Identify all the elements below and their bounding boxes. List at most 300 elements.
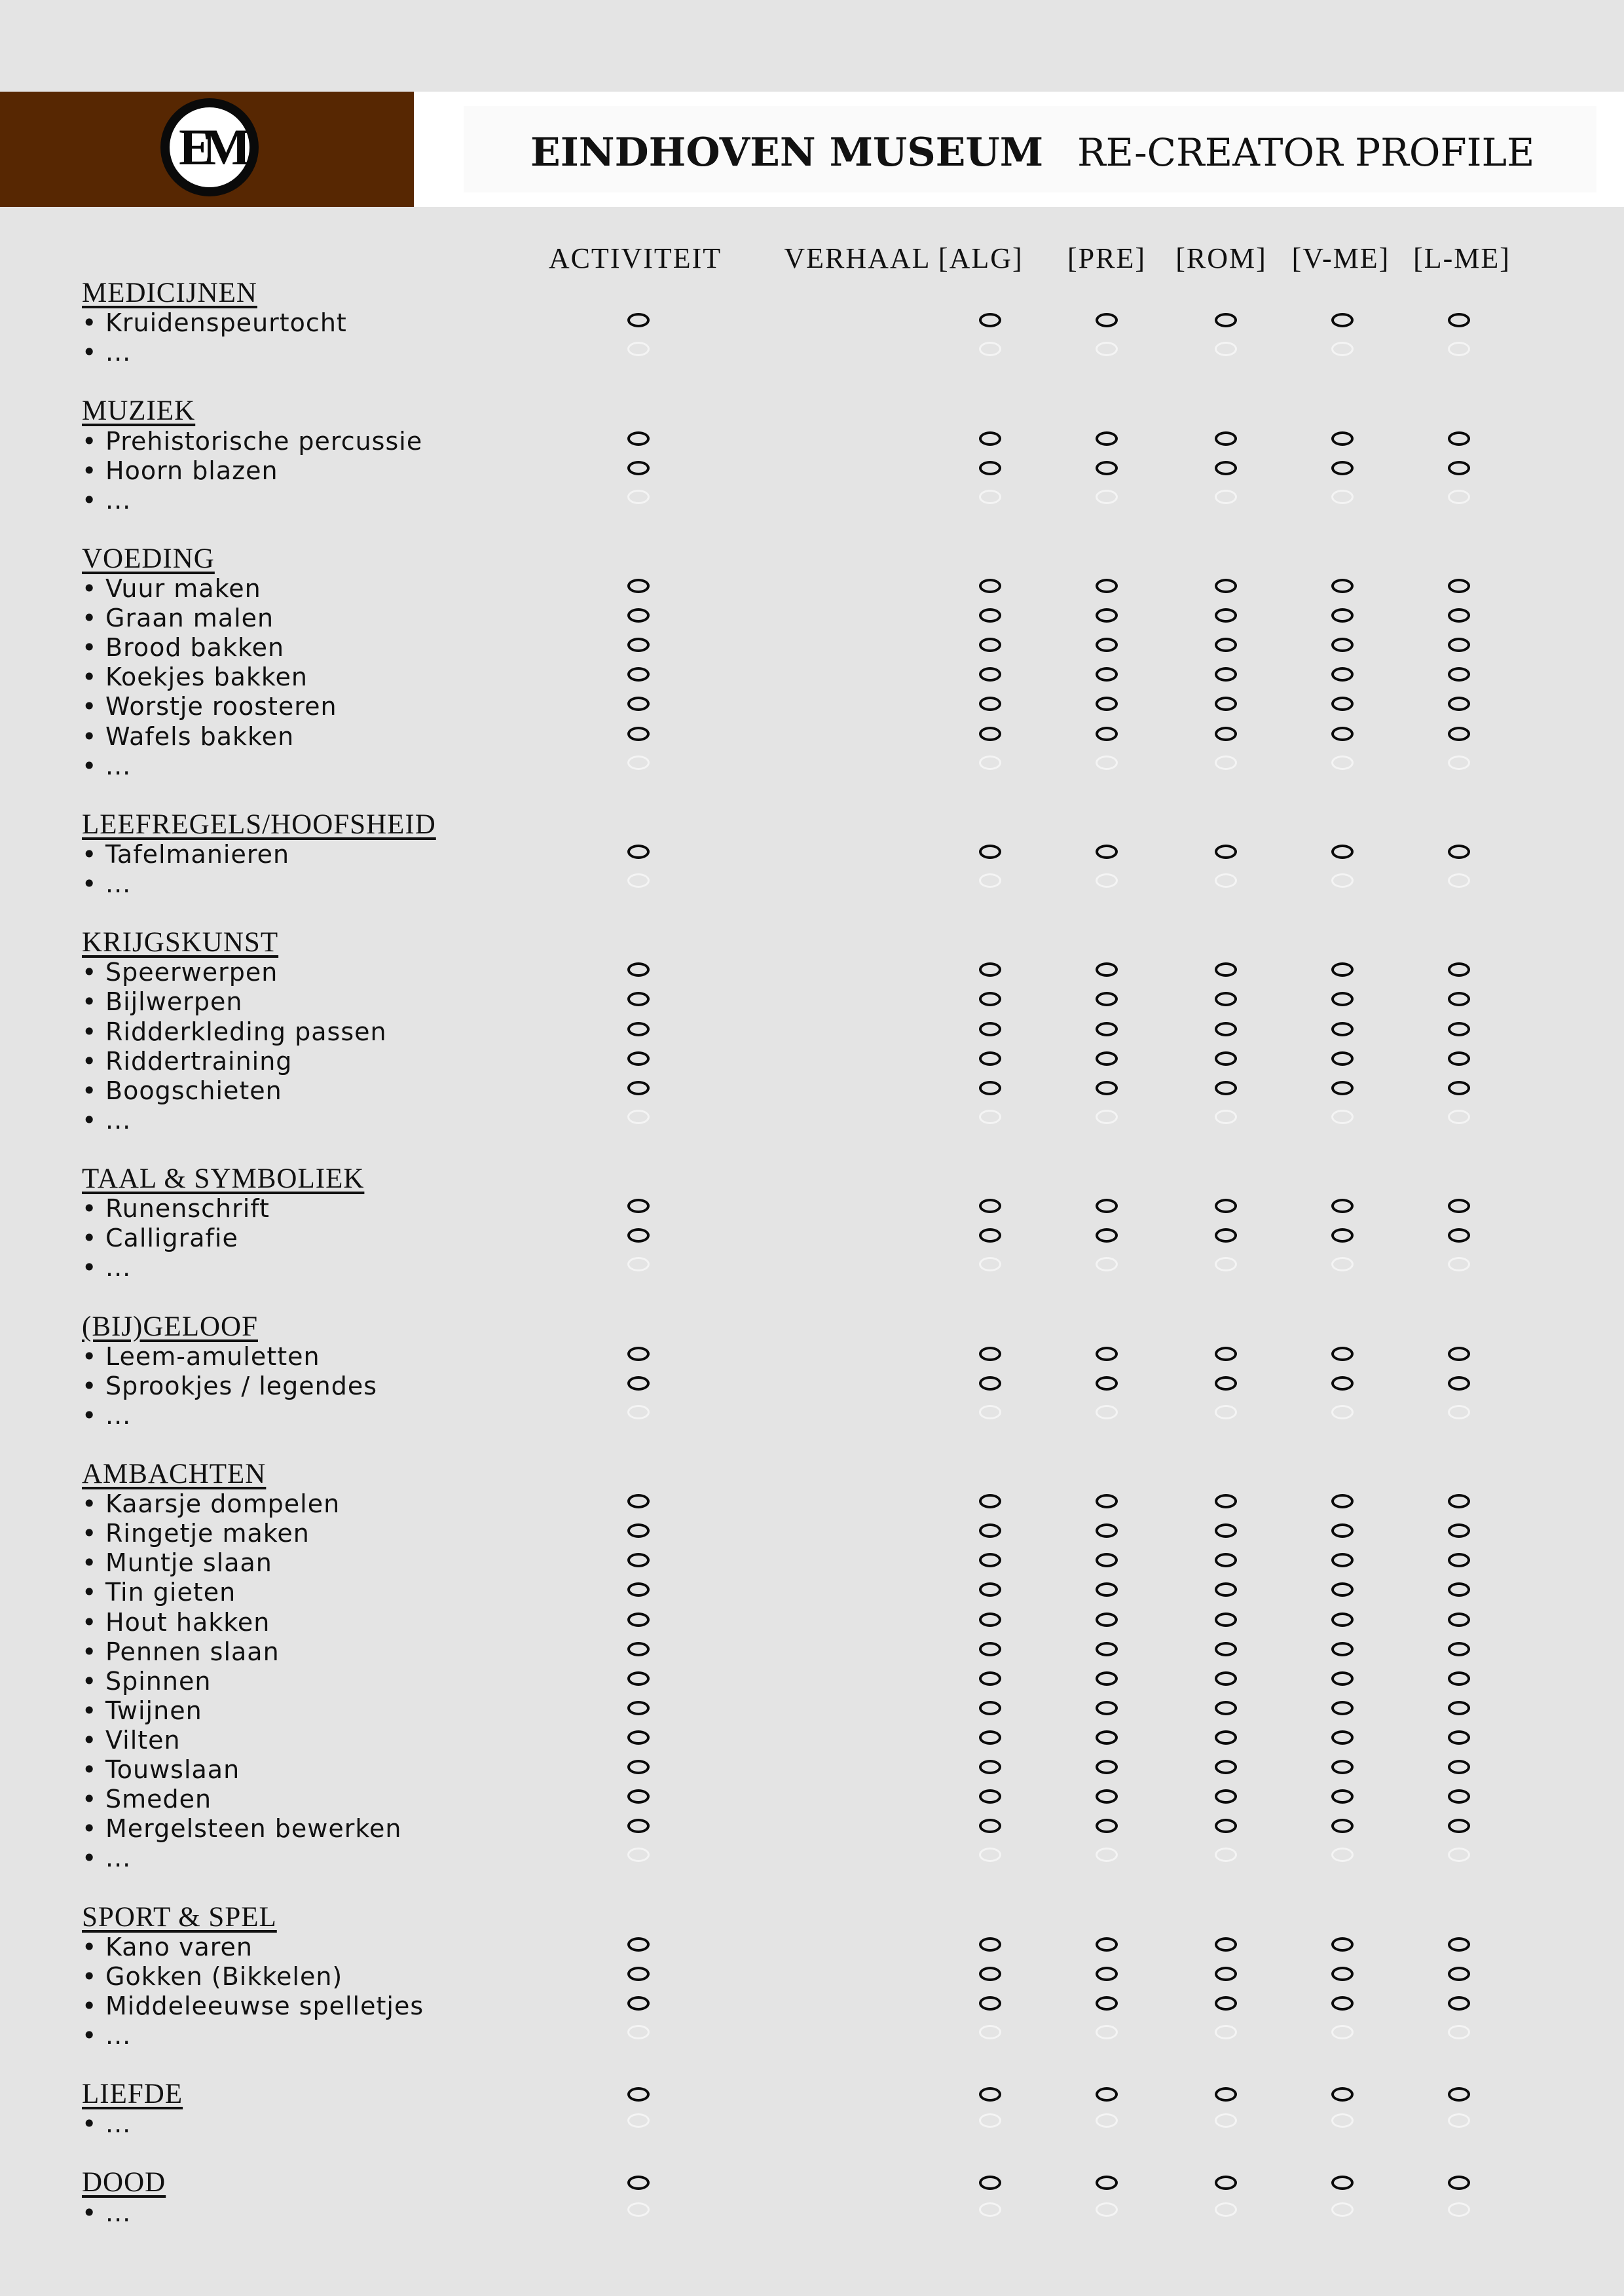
radio-option-verhaal[interactable] xyxy=(979,1848,1001,1862)
radio-option-rom[interactable] xyxy=(1215,1730,1237,1745)
radio-option-l-me[interactable] xyxy=(1448,461,1470,475)
radio-option-rom[interactable] xyxy=(1215,1051,1237,1066)
radio-option-rom[interactable] xyxy=(1215,1642,1237,1656)
radio-option-pre[interactable] xyxy=(1096,490,1118,504)
radio-option-l-me[interactable] xyxy=(1448,1701,1470,1715)
radio-option-pre[interactable] xyxy=(1096,845,1118,859)
radio-option-rom[interactable] xyxy=(1215,608,1237,623)
radio-option-rom[interactable] xyxy=(1215,1760,1237,1774)
radio-option-l-me[interactable] xyxy=(1448,1376,1470,1391)
radio-option-verhaal[interactable] xyxy=(979,638,1001,652)
radio-option-v-me[interactable] xyxy=(1331,1789,1354,1804)
radio-option-activiteit[interactable] xyxy=(627,667,650,682)
radio-option-rom[interactable] xyxy=(1215,727,1237,741)
radio-option-pre[interactable] xyxy=(1096,1848,1118,1862)
radio-option-verhaal[interactable] xyxy=(979,1199,1001,1213)
radio-option-pre[interactable] xyxy=(1096,667,1118,682)
radio-option-rom[interactable] xyxy=(1215,2087,1237,2102)
list-item-label: Speerwerpen xyxy=(105,958,278,987)
radio-option-rom[interactable] xyxy=(1215,1848,1237,1862)
list-item-label: Twijnen xyxy=(105,1696,202,1725)
radio-option-l-me[interactable] xyxy=(1448,2025,1470,2039)
radio-option-pre[interactable] xyxy=(1096,1022,1118,1036)
radio-option-rom[interactable] xyxy=(1215,1347,1237,1361)
list-item xyxy=(82,574,261,603)
radio-option-l-me[interactable] xyxy=(1448,608,1470,623)
radio-option-pre[interactable] xyxy=(1096,697,1118,711)
radio-option-pre[interactable] xyxy=(1096,2113,1118,2128)
radio-option-verhaal[interactable] xyxy=(979,1613,1001,1627)
radio-option-activiteit[interactable] xyxy=(627,1494,650,1508)
radio-option-pre[interactable] xyxy=(1096,313,1118,327)
list-item-placeholder xyxy=(82,1106,131,1135)
radio-option-rom[interactable] xyxy=(1215,992,1237,1006)
radio-option-l-me[interactable] xyxy=(1448,1110,1470,1124)
radio-option-v-me[interactable] xyxy=(1331,1228,1354,1243)
radio-option-pre[interactable] xyxy=(1096,962,1118,977)
radio-option-v-me[interactable] xyxy=(1331,490,1354,504)
radio-option-rom[interactable] xyxy=(1215,1701,1237,1715)
radio-option-pre[interactable] xyxy=(1096,431,1118,446)
radio-option-verhaal[interactable] xyxy=(979,1671,1001,1686)
radio-option-l-me[interactable] xyxy=(1448,1228,1470,1243)
radio-option-activiteit[interactable] xyxy=(627,2202,650,2217)
radio-option-rom[interactable] xyxy=(1215,2202,1237,2217)
radio-option-activiteit[interactable] xyxy=(627,1701,650,1715)
radio-option-rom[interactable] xyxy=(1215,313,1237,327)
radio-option-rom[interactable] xyxy=(1215,962,1237,977)
radio-option-activiteit[interactable] xyxy=(627,1051,650,1066)
radio-option-l-me[interactable] xyxy=(1448,1582,1470,1597)
radio-option-v-me[interactable] xyxy=(1331,1199,1354,1213)
radio-option-l-me[interactable] xyxy=(1448,1996,1470,2011)
radio-option-pre[interactable] xyxy=(1096,342,1118,356)
radio-option-rom[interactable] xyxy=(1215,1553,1237,1567)
radio-option-verhaal[interactable] xyxy=(979,727,1001,741)
radio-option-v-me[interactable] xyxy=(1331,1967,1354,1981)
radio-option-rom[interactable] xyxy=(1215,873,1237,888)
radio-option-v-me[interactable] xyxy=(1331,638,1354,652)
radio-option-rom[interactable] xyxy=(1215,1257,1237,1271)
radio-option-l-me[interactable] xyxy=(1448,1553,1470,1567)
radio-option-rom[interactable] xyxy=(1215,2025,1237,2039)
radio-option-l-me[interactable] xyxy=(1448,1022,1470,1036)
bullet-icon: • xyxy=(82,604,98,633)
radio-option-rom[interactable] xyxy=(1215,1613,1237,1627)
radio-option-verhaal[interactable] xyxy=(979,873,1001,888)
radio-option-l-me[interactable] xyxy=(1448,1199,1470,1213)
radio-option-rom[interactable] xyxy=(1215,1789,1237,1804)
radio-option-rom[interactable] xyxy=(1215,342,1237,356)
radio-option-pre[interactable] xyxy=(1096,608,1118,623)
radio-option-activiteit[interactable] xyxy=(627,756,650,770)
radio-option-l-me[interactable] xyxy=(1448,490,1470,504)
radio-option-activiteit[interactable] xyxy=(627,873,650,888)
radio-option-activiteit[interactable] xyxy=(627,2113,650,2128)
radio-option-v-me[interactable] xyxy=(1331,342,1354,356)
radio-option-l-me[interactable] xyxy=(1448,1730,1470,1745)
radio-option-verhaal[interactable] xyxy=(979,1967,1001,1981)
radio-option-verhaal[interactable] xyxy=(979,962,1001,977)
radio-option-pre[interactable] xyxy=(1096,1405,1118,1419)
radio-option-verhaal[interactable] xyxy=(979,1701,1001,1715)
radio-option-activiteit[interactable] xyxy=(627,992,650,1006)
column-header-l-me: [L-ME] xyxy=(1413,242,1511,274)
radio-option-rom[interactable] xyxy=(1215,1110,1237,1124)
radio-option-verhaal[interactable] xyxy=(979,2176,1001,2190)
radio-option-rom[interactable] xyxy=(1215,1937,1237,1952)
radio-option-v-me[interactable] xyxy=(1331,1701,1354,1715)
radio-option-v-me[interactable] xyxy=(1331,992,1354,1006)
radio-option-rom[interactable] xyxy=(1215,490,1237,504)
radio-option-pre[interactable] xyxy=(1096,1494,1118,1508)
radio-option-pre[interactable] xyxy=(1096,1996,1118,2011)
radio-option-v-me[interactable] xyxy=(1331,2176,1354,2190)
radio-option-activiteit[interactable] xyxy=(627,697,650,711)
radio-option-activiteit[interactable] xyxy=(627,1199,650,1213)
radio-option-v-me[interactable] xyxy=(1331,1081,1354,1095)
radio-option-activiteit[interactable] xyxy=(627,1642,650,1656)
radio-option-v-me[interactable] xyxy=(1331,461,1354,475)
radio-option-activiteit[interactable] xyxy=(627,1081,650,1095)
radio-option-activiteit[interactable] xyxy=(627,2176,650,2190)
radio-option-v-me[interactable] xyxy=(1331,1642,1354,1656)
radio-option-v-me[interactable] xyxy=(1331,2025,1354,2039)
radio-option-verhaal[interactable] xyxy=(979,461,1001,475)
radio-option-activiteit[interactable] xyxy=(627,579,650,593)
radio-option-v-me[interactable] xyxy=(1331,1405,1354,1419)
radio-option-pre[interactable] xyxy=(1096,1613,1118,1627)
list-item-label: Wafels bakken xyxy=(105,721,295,751)
radio-option-v-me[interactable] xyxy=(1331,1110,1354,1124)
radio-option-verhaal[interactable] xyxy=(979,1553,1001,1567)
radio-option-v-me[interactable] xyxy=(1331,962,1354,977)
profile-title: RE-CREATOR PROFILE xyxy=(1077,130,1535,175)
radio-option-verhaal[interactable] xyxy=(979,1257,1001,1271)
radio-option-activiteit[interactable] xyxy=(627,490,650,504)
radio-option-pre[interactable] xyxy=(1096,461,1118,475)
radio-option-l-me[interactable] xyxy=(1448,992,1470,1006)
radio-option-activiteit[interactable] xyxy=(627,431,650,446)
section-title: (BIJ)GELOOF xyxy=(82,1311,258,1342)
radio-option-verhaal[interactable] xyxy=(979,431,1001,446)
radio-option-pre[interactable] xyxy=(1096,1937,1118,1952)
radio-option-l-me[interactable] xyxy=(1448,1819,1470,1833)
radio-option-verhaal[interactable] xyxy=(979,1494,1001,1508)
radio-option-pre[interactable] xyxy=(1096,2202,1118,2217)
radio-option-rom[interactable] xyxy=(1215,1967,1237,1981)
radio-option-verhaal[interactable] xyxy=(979,2202,1001,2217)
radio-option-v-me[interactable] xyxy=(1331,1257,1354,1271)
radio-option-v-me[interactable] xyxy=(1331,2202,1354,2217)
radio-option-v-me[interactable] xyxy=(1331,2113,1354,2128)
radio-option-v-me[interactable] xyxy=(1331,873,1354,888)
radio-option-l-me[interactable] xyxy=(1448,1081,1470,1095)
radio-option-verhaal[interactable] xyxy=(979,1228,1001,1243)
radio-option-activiteit[interactable] xyxy=(627,1789,650,1804)
radio-option-l-me[interactable] xyxy=(1448,2176,1470,2190)
radio-option-activiteit[interactable] xyxy=(627,1937,650,1952)
radio-option-l-me[interactable] xyxy=(1448,1613,1470,1627)
radio-option-verhaal[interactable] xyxy=(979,1789,1001,1804)
radio-option-l-me[interactable] xyxy=(1448,1257,1470,1271)
radio-option-pre[interactable] xyxy=(1096,1081,1118,1095)
radio-option-pre[interactable] xyxy=(1096,1228,1118,1243)
radio-option-activiteit[interactable] xyxy=(627,1022,650,1036)
radio-option-rom[interactable] xyxy=(1215,1199,1237,1213)
radio-option-pre[interactable] xyxy=(1096,1730,1118,1745)
radio-option-verhaal[interactable] xyxy=(979,1937,1001,1952)
radio-option-activiteit[interactable] xyxy=(627,608,650,623)
radio-option-l-me[interactable] xyxy=(1448,697,1470,711)
radio-option-l-me[interactable] xyxy=(1448,342,1470,356)
radio-option-pre[interactable] xyxy=(1096,1701,1118,1715)
radio-option-rom[interactable] xyxy=(1215,1022,1237,1036)
radio-option-activiteit[interactable] xyxy=(627,962,650,977)
radio-option-v-me[interactable] xyxy=(1331,845,1354,859)
radio-option-verhaal[interactable] xyxy=(979,579,1001,593)
radio-option-rom[interactable] xyxy=(1215,667,1237,682)
radio-option-verhaal[interactable] xyxy=(979,1996,1001,2011)
radio-option-rom[interactable] xyxy=(1215,2113,1237,2128)
radio-option-v-me[interactable] xyxy=(1331,579,1354,593)
radio-option-l-me[interactable] xyxy=(1448,1405,1470,1419)
radio-option-activiteit[interactable] xyxy=(627,1228,650,1243)
radio-option-pre[interactable] xyxy=(1096,1642,1118,1656)
radio-option-rom[interactable] xyxy=(1215,1494,1237,1508)
radio-option-verhaal[interactable] xyxy=(979,608,1001,623)
radio-option-verhaal[interactable] xyxy=(979,313,1001,327)
radio-option-verhaal[interactable] xyxy=(979,1022,1001,1036)
radio-option-rom[interactable] xyxy=(1215,1582,1237,1597)
radio-option-v-me[interactable] xyxy=(1331,1376,1354,1391)
radio-option-activiteit[interactable] xyxy=(627,1996,650,2011)
radio-option-verhaal[interactable] xyxy=(979,490,1001,504)
radio-option-verhaal[interactable] xyxy=(979,1347,1001,1361)
radio-option-activiteit[interactable] xyxy=(627,845,650,859)
radio-option-rom[interactable] xyxy=(1215,845,1237,859)
radio-option-pre[interactable] xyxy=(1096,1553,1118,1567)
radio-option-verhaal[interactable] xyxy=(979,1642,1001,1656)
radio-option-l-me[interactable] xyxy=(1448,667,1470,682)
list-item xyxy=(82,1194,270,1223)
radio-option-rom[interactable] xyxy=(1215,1228,1237,1243)
radio-option-v-me[interactable] xyxy=(1331,1996,1354,2011)
radio-option-verhaal[interactable] xyxy=(979,756,1001,770)
radio-option-rom[interactable] xyxy=(1215,1671,1237,1686)
radio-option-pre[interactable] xyxy=(1096,1671,1118,1686)
radio-option-activiteit[interactable] xyxy=(627,1967,650,1981)
radio-option-v-me[interactable] xyxy=(1331,1051,1354,1066)
radio-option-verhaal[interactable] xyxy=(979,1376,1001,1391)
radio-option-l-me[interactable] xyxy=(1448,756,1470,770)
radio-option-pre[interactable] xyxy=(1096,1347,1118,1361)
radio-option-pre[interactable] xyxy=(1096,1789,1118,1804)
radio-option-l-me[interactable] xyxy=(1448,1760,1470,1774)
radio-option-v-me[interactable] xyxy=(1331,1553,1354,1567)
radio-option-v-me[interactable] xyxy=(1331,313,1354,327)
radio-option-pre[interactable] xyxy=(1096,873,1118,888)
radio-option-v-me[interactable] xyxy=(1331,431,1354,446)
radio-option-verhaal[interactable] xyxy=(979,342,1001,356)
radio-option-l-me[interactable] xyxy=(1448,873,1470,888)
list-item-label: ... xyxy=(105,1105,132,1135)
radio-option-l-me[interactable] xyxy=(1448,1967,1470,1981)
radio-option-verhaal[interactable] xyxy=(979,1760,1001,1774)
radio-option-l-me[interactable] xyxy=(1448,1789,1470,1804)
radio-option-v-me[interactable] xyxy=(1331,1819,1354,1833)
radio-option-activiteit[interactable] xyxy=(627,1376,650,1391)
radio-option-verhaal[interactable] xyxy=(979,1405,1001,1419)
radio-option-l-me[interactable] xyxy=(1448,313,1470,327)
radio-option-l-me[interactable] xyxy=(1448,1937,1470,1952)
radio-option-pre[interactable] xyxy=(1096,1967,1118,1981)
radio-option-verhaal[interactable] xyxy=(979,1051,1001,1066)
radio-option-rom[interactable] xyxy=(1215,579,1237,593)
radio-option-rom[interactable] xyxy=(1215,638,1237,652)
radio-option-activiteit[interactable] xyxy=(627,1257,650,1271)
radio-option-pre[interactable] xyxy=(1096,579,1118,593)
radio-option-v-me[interactable] xyxy=(1331,1730,1354,1745)
radio-option-pre[interactable] xyxy=(1096,727,1118,741)
radio-option-v-me[interactable] xyxy=(1331,1582,1354,1597)
radio-option-l-me[interactable] xyxy=(1448,1642,1470,1656)
bullet-icon: • xyxy=(82,338,98,367)
radio-option-rom[interactable] xyxy=(1215,2176,1237,2190)
radio-option-activiteit[interactable] xyxy=(627,313,650,327)
radio-option-activiteit[interactable] xyxy=(627,1110,650,1124)
radio-option-l-me[interactable] xyxy=(1448,2113,1470,2128)
radio-option-pre[interactable] xyxy=(1096,1110,1118,1124)
radio-option-l-me[interactable] xyxy=(1448,1051,1470,1066)
radio-option-v-me[interactable] xyxy=(1331,1937,1354,1952)
radio-option-l-me[interactable] xyxy=(1448,1347,1470,1361)
radio-option-l-me[interactable] xyxy=(1448,638,1470,652)
radio-option-v-me[interactable] xyxy=(1331,1613,1354,1627)
radio-option-pre[interactable] xyxy=(1096,2176,1118,2190)
radio-option-v-me[interactable] xyxy=(1331,667,1354,682)
radio-option-rom[interactable] xyxy=(1215,1819,1237,1833)
radio-option-rom[interactable] xyxy=(1215,1523,1237,1538)
radio-option-pre[interactable] xyxy=(1096,756,1118,770)
radio-option-activiteit[interactable] xyxy=(627,1613,650,1627)
radio-option-verhaal[interactable] xyxy=(979,1081,1001,1095)
radio-option-l-me[interactable] xyxy=(1448,845,1470,859)
radio-option-verhaal[interactable] xyxy=(979,1523,1001,1538)
radio-option-v-me[interactable] xyxy=(1331,2087,1354,2102)
radio-option-v-me[interactable] xyxy=(1331,1523,1354,1538)
radio-option-rom[interactable] xyxy=(1215,756,1237,770)
radio-option-activiteit[interactable] xyxy=(627,1405,650,1419)
radio-option-pre[interactable] xyxy=(1096,2025,1118,2039)
radio-option-l-me[interactable] xyxy=(1448,1671,1470,1686)
list-item-label: Ringetje maken xyxy=(105,1519,310,1548)
radio-option-pre[interactable] xyxy=(1096,1376,1118,1391)
radio-option-activiteit[interactable] xyxy=(627,727,650,741)
radio-option-v-me[interactable] xyxy=(1331,1347,1354,1361)
radio-option-v-me[interactable] xyxy=(1331,1848,1354,1862)
radio-option-v-me[interactable] xyxy=(1331,608,1354,623)
bullet-icon: • xyxy=(82,485,98,515)
radio-option-rom[interactable] xyxy=(1215,1996,1237,2011)
radio-option-v-me[interactable] xyxy=(1331,697,1354,711)
radio-option-l-me[interactable] xyxy=(1448,431,1470,446)
radio-option-v-me[interactable] xyxy=(1331,727,1354,741)
radio-option-l-me[interactable] xyxy=(1448,1494,1470,1508)
list-item-label: Gokken (Bikkelen) xyxy=(105,1961,343,1991)
radio-option-verhaal[interactable] xyxy=(979,1730,1001,1745)
radio-option-activiteit[interactable] xyxy=(627,1760,650,1774)
list-item-placeholder xyxy=(82,338,131,367)
radio-option-verhaal[interactable] xyxy=(979,2087,1001,2102)
radio-option-activiteit[interactable] xyxy=(627,1819,650,1833)
radio-option-activiteit[interactable] xyxy=(627,2087,650,2102)
list-item xyxy=(82,1076,282,1105)
radio-option-v-me[interactable] xyxy=(1331,1494,1354,1508)
radio-option-activiteit[interactable] xyxy=(627,1671,650,1686)
radio-option-pre[interactable] xyxy=(1096,1523,1118,1538)
radio-option-verhaal[interactable] xyxy=(979,1110,1001,1124)
radio-option-verhaal[interactable] xyxy=(979,2113,1001,2128)
radio-option-rom[interactable] xyxy=(1215,1376,1237,1391)
radio-option-verhaal[interactable] xyxy=(979,1819,1001,1833)
radio-option-v-me[interactable] xyxy=(1331,756,1354,770)
radio-option-pre[interactable] xyxy=(1096,1199,1118,1213)
radio-option-rom[interactable] xyxy=(1215,1081,1237,1095)
radio-option-l-me[interactable] xyxy=(1448,2087,1470,2102)
radio-option-l-me[interactable] xyxy=(1448,962,1470,977)
radio-option-rom[interactable] xyxy=(1215,461,1237,475)
radio-option-v-me[interactable] xyxy=(1331,1760,1354,1774)
radio-option-activiteit[interactable] xyxy=(627,1582,650,1597)
radio-option-verhaal[interactable] xyxy=(979,845,1001,859)
radio-option-verhaal[interactable] xyxy=(979,1582,1001,1597)
radio-option-rom[interactable] xyxy=(1215,697,1237,711)
radio-option-pre[interactable] xyxy=(1096,1051,1118,1066)
radio-option-rom[interactable] xyxy=(1215,1405,1237,1419)
radio-option-l-me[interactable] xyxy=(1448,1523,1470,1538)
radio-option-l-me[interactable] xyxy=(1448,579,1470,593)
radio-option-pre[interactable] xyxy=(1096,2087,1118,2102)
radio-option-pre[interactable] xyxy=(1096,1819,1118,1833)
radio-option-verhaal[interactable] xyxy=(979,697,1001,711)
radio-option-activiteit[interactable] xyxy=(627,638,650,652)
radio-option-verhaal[interactable] xyxy=(979,2025,1001,2039)
radio-option-rom[interactable] xyxy=(1215,431,1237,446)
radio-option-pre[interactable] xyxy=(1096,1582,1118,1597)
radio-option-activiteit[interactable] xyxy=(627,2025,650,2039)
radio-option-l-me[interactable] xyxy=(1448,1848,1470,1862)
radio-option-pre[interactable] xyxy=(1096,1257,1118,1271)
radio-option-l-me[interactable] xyxy=(1448,2202,1470,2217)
radio-option-verhaal[interactable] xyxy=(979,992,1001,1006)
radio-option-verhaal[interactable] xyxy=(979,667,1001,682)
radio-option-activiteit[interactable] xyxy=(627,1848,650,1862)
radio-option-activiteit[interactable] xyxy=(627,1553,650,1567)
radio-option-activiteit[interactable] xyxy=(627,342,650,356)
radio-option-v-me[interactable] xyxy=(1331,1022,1354,1036)
radio-option-activiteit[interactable] xyxy=(627,1347,650,1361)
radio-option-activiteit[interactable] xyxy=(627,1730,650,1745)
radio-option-l-me[interactable] xyxy=(1448,727,1470,741)
radio-option-activiteit[interactable] xyxy=(627,461,650,475)
radio-option-pre[interactable] xyxy=(1096,1760,1118,1774)
list-item-label: Spinnen xyxy=(105,1666,212,1696)
radio-option-pre[interactable] xyxy=(1096,638,1118,652)
radio-option-activiteit[interactable] xyxy=(627,1523,650,1538)
radio-option-v-me[interactable] xyxy=(1331,1671,1354,1686)
radio-option-pre[interactable] xyxy=(1096,992,1118,1006)
